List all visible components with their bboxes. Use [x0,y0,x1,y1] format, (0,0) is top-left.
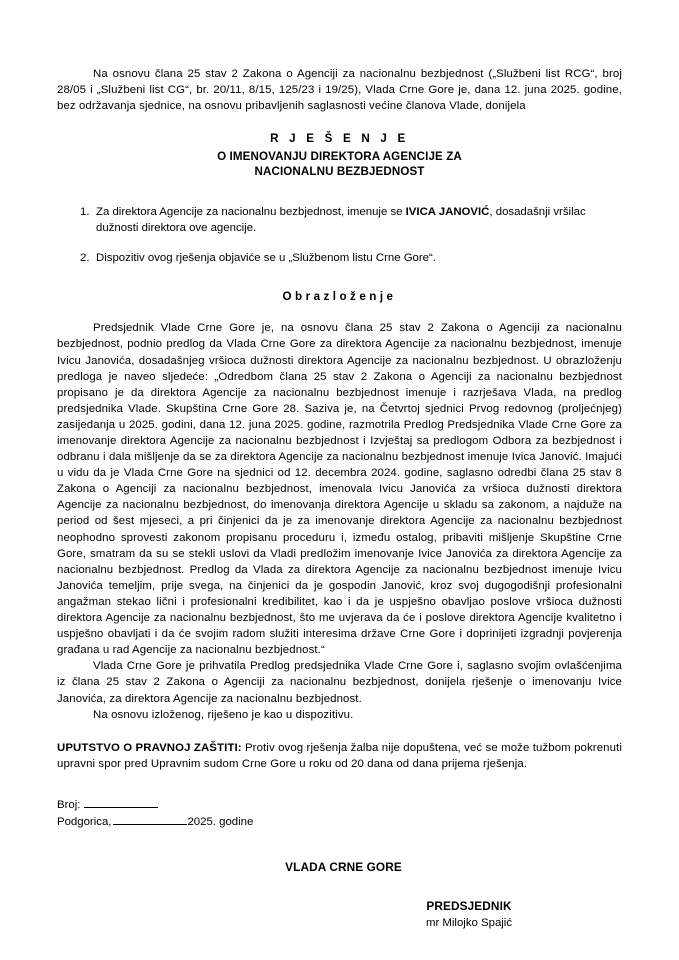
list-item-marker: 1. [80,206,90,219]
title-line-2: O IMENOVANJU DIREKTORA AGENCIJE ZA [217,149,462,163]
spacer [57,266,622,290]
document-date-blank[interactable] [113,813,187,825]
explanation-paragraph-2: Vlada Crne Gore je prihvatila Predlog predsjednika Vlade Crne Gore i, saglasno svojim ovlašćenjima iz člana 25 stav 2 Zakona o Agenciji za nacionalnu bezbjednost, donijela rješenje o imenovanju Ivice Janovića, za direktora Agencije za nacionalnu bezbjednost. [57,660,622,705]
spacer [57,772,622,796]
list-item [57,204,622,236]
title-line-rjesenje: R J E Š E N J E [270,132,409,146]
list-item-marker: 2. [80,252,90,265]
spacer [57,303,622,320]
explanation-paragraph-1: Predsjednik Vlade Crne Gore je, na osnovu člana 25 stav 2 Zakona o Agenciji za nacionalnu bezbjednost, podnio predlog da Vlada Crne Gore za direktora Agencije za nacionalnu bezbjednost, imenuje Ivicu Janovića, dosadašnjeg vršioca dužnosti direktora Agencije za nacionalnu bezbjednost. U obrazloženju predloga je naveo sljedeće: „Odredbom člana 25 stav 2 Zakona o Agenciji za nacionalnu bezbjednost propisano je da direktora Agencije za nacionalnu bezbjednost imenuje i razrješava Vlada, na predlog predsjednika Vlade. Skupština Crne Gore 28. Saziva je, na Četvrtoj sjednici Prvog redovnog (proljećnjeg) zasijedanja u 2025. godini, dana 12. juna 2025. godine, razmotrila Predlog Predsjednika Vlade Crne Gore za imenovanje direktora Agencije za nacionalnu bezbjednost i Izvještaj sa predlogom Odbora za bezbjednost i odbranu i dala mišljenje da se za direktora Agencije za nacionalnu bezbjednost imenuje Ivica Janović. Imajući u vidu da je Vlada Crne Gore na sjednici od 12. decembra 2024. godine, saglasno odredbi člana 25 stav 8 Zakona o Agenciji za nacionalnu bezbjednost, imenovala Ivicu Janovića za vršioca dužnosti direktora Agencije za nacionalnu bezbjednost, do imenovanja direktora Agencije u skladu sa zakonom, a najduže na period od šest mjeseci, a pri činjenici da je za imenovanje direktora Agencije za nacionalnu bezbjednost neophodno sprovesti zakonom propisanu proceduru i, između ostalog, pribaviti mišljenje Skupštine Crne Gore, smatram da su se stekli uslovi da Vladi predložim imenovanje Ivice Janovića za direktora Agencije za nacionalnu bezbjednost. Predlog da Vlada za direktora Agencije za nacionalnu bezbjednost imenuje Ivicu Janovića temeljim, prije svega, na činjenici da je gospodin Janović, kroz svoj dugogodišnji profesionalni angažman stekao lični i profesionalni kredibilitet, kao i da je uspješno obavljao poslove vršioca dužnosti direktora Agencije za nacionalnu bezbjednost, što me uvjerava da će i poslove direktora Agencije kvalitetno i uspješno obavljati i da će svojim radom služiti interesima države Crne Gore i doprinijeti izgradnji povjerenja građana u rad Agencije za nacionalnu bezbjednost.“ [57,322,622,657]
spacer [57,180,622,204]
explanation-heading: Obrazloženje [282,290,397,304]
organization-name: VLADA CRNE GORE [285,860,402,875]
document-place-date-line [57,813,622,830]
document-number-label: Broj: [57,798,81,811]
document-place-label: Podgorica, [57,815,112,828]
list-item-text-after-bold: , dosadašnji vršilac dužnosti direktora ove agencije. [96,206,586,235]
list-item-text-before-bold: Dispozitiv ovog rješenja objaviće se u „Službenom listu Crne Gore“. [96,252,436,265]
list-item-text-before-bold: Za direktora Agencije za nacionalnu bezbjednost, imenuje se [96,206,406,219]
spacer [57,114,622,131]
document-year-suffix: 2025. godine [187,815,254,828]
document-title [57,131,622,180]
document-number-line [57,796,622,813]
signer-role: PREDSJEDNIK [426,899,512,914]
spacer [57,723,622,740]
list-item [57,250,622,266]
appointee-name: IVICA JANOVIĆ [405,206,490,219]
document-number-blank[interactable] [84,796,158,808]
legal-remedy-heading: UPUTSTVO O PRAVNOJ ZAŠTITI: [57,741,242,754]
explanation-paragraph-3: Na osnovu izloženog, riješeno je kao u dispozitivu. [93,708,354,721]
signer-name: mr Milojko Spajić [425,916,513,929]
spacer [57,830,622,860]
title-line-3: NACIONALNU BEZBJEDNOST [254,165,425,179]
document-content [57,66,622,931]
signature-block [349,898,589,931]
intro-paragraph: Na osnovu člana 25 stav 2 Zakona o Agenciji za nacionalnu bezbjednost („Službeni list RCG“, broj 28/05 i „Službeni list CG“, br. 20/11, 8/15, 125/23 i 19/25), Vlada Crne Gore je, dana 12. juna 2025. godine, bez održavanja sjednice, na osnovu pribavljenih saglasnosti većine članova Vlade, donijela [57,68,622,113]
dispositive-list [57,204,622,266]
spacer [57,874,622,898]
legal-remedy-text: Protiv ovog rješenja žalba nije dopuštena, već se može tužbom pokrenuti upravni spor pred Upravnim sudom Crne Gore u roku od 20 dana od dana prijema rješenja. [57,741,622,770]
legal-remedy-paragraph [57,740,622,772]
